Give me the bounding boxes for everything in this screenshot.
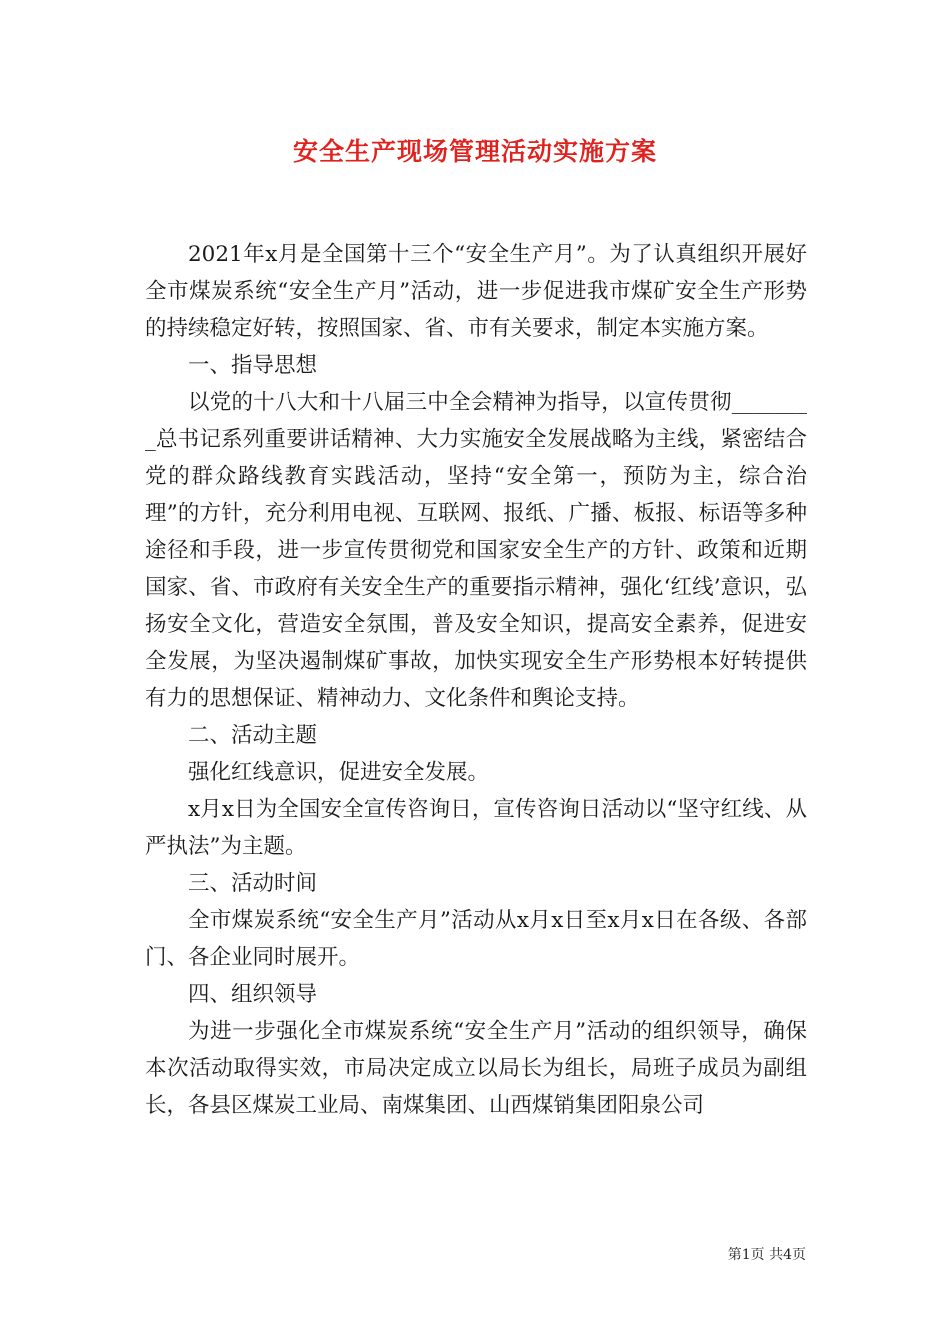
paragraph-intro: 2021年x月是全国第十三个“安全生产月”。为了认真组织开展好全市煤炭系统“安全生产月”活动，进一步促进我市煤矿安全生产形势的持续稳定好转，按照国家、省、市有关要求，制定本实施方案。: [145, 242, 807, 341]
paragraph-activity-time: 全市煤炭系统“安全生产月”活动从x月x日至x月x日在各级、各部门、各企业同时展开。: [145, 908, 807, 970]
paragraph-activity-theme: 强化红线意识，促进安全发展。: [188, 760, 490, 785]
paragraph-organization: 为进一步强化全市煤炭系统“安全生产月”活动的组织领导，确保本次活动取得实效，市局决定成立以局长为组长，局班子成员为副组长，各县区煤炭工业局、南煤集团、山西煤销集团阳泉公司: [145, 1019, 807, 1118]
heading-guiding-thought: 一、指导思想: [188, 353, 318, 378]
heading-activity-theme: 二、活动主题: [188, 723, 318, 748]
heading-organization: 四、组织领导: [188, 982, 318, 1007]
page-number: 第1页 共4页: [727, 1247, 806, 1263]
document-title: 安全生产现场管理活动实施方案: [292, 137, 657, 166]
document-body: [145, 236, 807, 1124]
paragraph-guiding-thought: 以党的十八大和十八届三中全会精神为指导，以宣传贯彻________总书记系列重要讲话精神、大力实施安全发展战略为主线，紧密结合党的群众路线教育实践活动，坚持“安全第一，预防为主，综合治理”的方针，充分利用电视、互联网、报纸、广播、板报、标语等多种途径和手段，进一步宣传贯彻党和国家安全生产的方针、政策和近期国家、省、市政府有关安全生产的重要指示精神，强化‘红线’意识，弘扬安全文化，营造安全氛围，普及安全知识，提高安全素养，促进安全发展，为坚决遏制煤矿事故，加快实现安全生产形势根本好转提供有力的思想保证、精神动力、文化条件和舆论支持。: [145, 390, 807, 711]
paragraph-consultation-day: x月x日为全国安全宣传咨询日，宣传咨询日活动以“坚守红线、从严执法”为主题。: [145, 797, 807, 859]
heading-activity-time: 三、活动时间: [188, 871, 318, 896]
